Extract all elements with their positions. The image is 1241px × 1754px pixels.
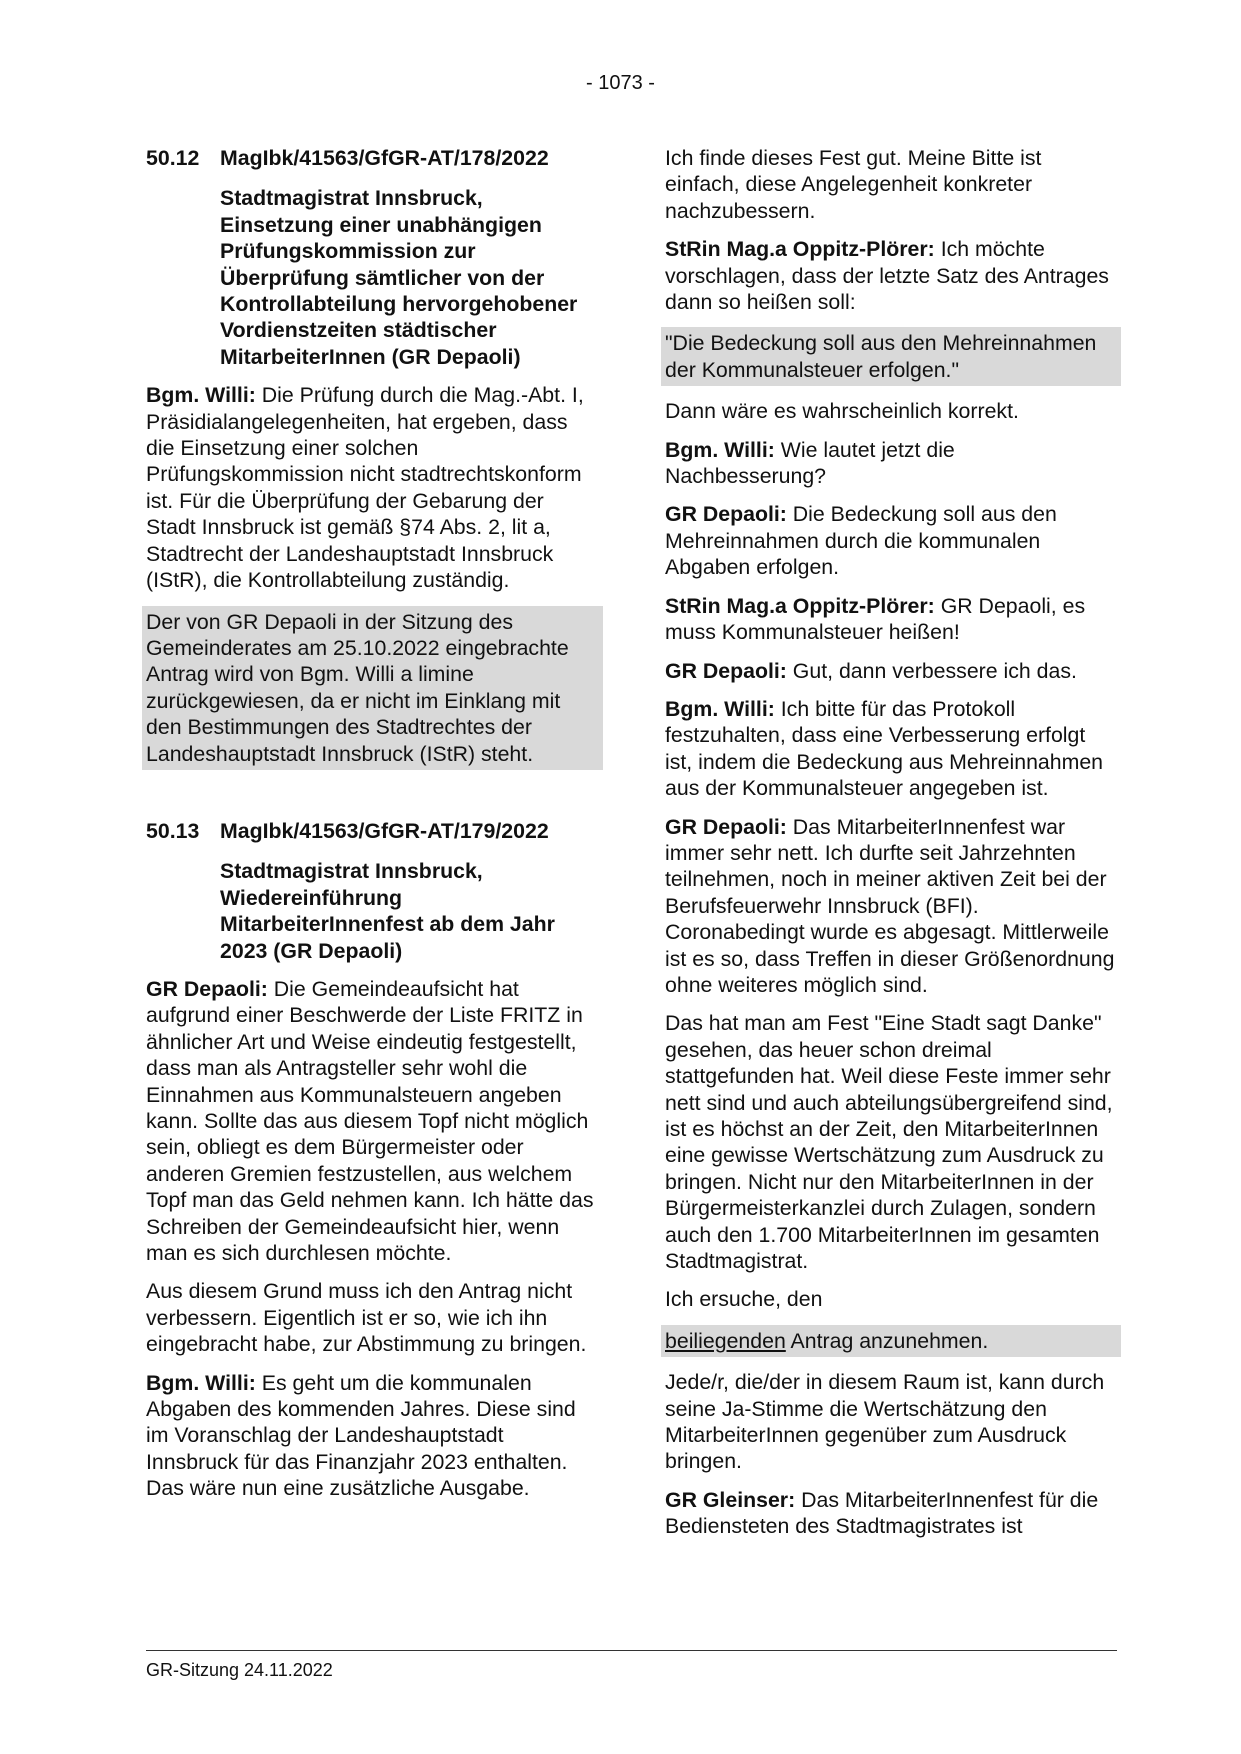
paragraph: Jede/r, die/der in diesem Raum ist, kann durch seine Ja-Stimme die Wertschätzung den MitarbeiterInnen gegenüber zum Ausdruck bringen. [665, 1370, 1105, 1474]
right-column [665, 145, 1117, 1552]
paragraph: GR Depaoli: Die Bedeckung soll aus den Mehreinnahmen durch die kommunalen Abgaben erfolgen. [665, 502, 1057, 580]
paragraph: Bgm. Willi: Wie lautet jetzt die Nachbesserung? [665, 437, 955, 489]
speaker: GR Gleinser: [665, 1487, 796, 1512]
paragraph: Bgm. Willi: Es geht um die kommunalen Abgaben des kommenden Jahres. Diese sind im Voranschlag der Landeshauptstadt Innsbruck für das Finanzjahr 2023 enthalten. Das wäre nun eine zusätzliche Ausgabe. [146, 1370, 576, 1501]
paragraph: GR Depaoli: Gut, dann verbessere ich das. [665, 658, 1077, 683]
paragraph: Ich ersuche, den [665, 1287, 823, 1312]
agenda-number: 50.12 [146, 146, 200, 170]
page-number: - 1073 - [586, 72, 655, 94]
left-column [146, 145, 599, 1514]
paragraph: Ich finde dieses Fest gut. Meine Bitte ist einfach, diese Angelegenheit konkreter nachzubessern. [665, 146, 1042, 223]
paragraph: Bgm. Willi: Ich bitte für das Protokoll festzuhalten, dass eine Verbesserung erfolgt ist, indem die Bedeckung aus Mehreinnahmen aus der Kommunalsteuer angegeben ist. [665, 696, 1104, 801]
decision-box: Der von GR Depaoli in der Sitzung des Gemeinderates am 25.10.2022 eingebrachte Antrag wird von Bgm. Willi a limine zurückgewiesen, da er nicht im Einklang mit den Bestimmungen des Stadtrechtes der Landeshauptstadt Innsbruck (IStR) steht. [142, 606, 603, 770]
paragraph: GR Depaoli: Die Gemeindeaufsicht hat aufgrund einer Beschwerde der Liste FRITZ in ähnlicher Art und Weise eindeutig festgestellt, dass man als Antragsteller sehr wohl die Einnahmen aus Kommunalsteuern angeben kann. Sollte das aus diesem Topf nicht möglich sein, obliegt es dem Bürgermeister oder anderen Gremien festzustellen, aus welchem Topf man das Geld nehmen kann. Ich hätte das Schreiben der Gemeindeaufsicht hier, wenn man es sich durchlesen möchte. [146, 976, 594, 1266]
speaker: GR Depaoli: [665, 658, 787, 683]
paragraph: Dann wäre es wahrscheinlich korrekt. [665, 399, 1019, 424]
paragraph: GR Gleinser: Das MitarbeiterInnenfest für die Bediensteten des Stadtmagistrates ist [665, 1487, 1099, 1539]
speaker: StRin Mag.a Oppitz-Plörer: [665, 593, 935, 618]
paragraph: GR Depaoli: Das MitarbeiterInnenfest war immer sehr nett. Ich durfte seit Jahrzehnten teilnehmen, noch in meiner aktiven Zeit bei der Berufsfeuerwehr Innsbruck (BFI). Coronabedingt wurde es abgesagt. Mittlerweile ist es so, dass Treffen in dieser Größenordnung ohne weiteres möglich sind. [665, 814, 1115, 997]
footer-text: GR-Sitzung 24.11.2022 [146, 1660, 333, 1680]
speaker: Bgm. Willi: [146, 1370, 256, 1395]
speaker: GR Depaoli: [146, 976, 268, 1001]
quote-box: "Die Bedeckung soll aus den Mehreinnahmen der Kommunalsteuer erfolgen." [661, 327, 1121, 386]
speaker: StRin Mag.a Oppitz-Plörer: [665, 237, 935, 262]
paragraph: StRin Mag.a Oppitz-Plörer: Ich möchte vorschlagen, dass der letzte Satz des Antrages dann so heißen soll: [665, 237, 1109, 315]
speaker: Bgm. Willi: [665, 437, 775, 462]
paragraph: Das hat man am Fest "Eine Stadt sagt Danke" gesehen, das heuer schon dreimal stattgefunden hat. Weil diese Feste immer sehr nett sind und auch abteilungsübergreifend sind, ist es höchst an der Zeit, den MitarbeiterInnen eine gewisse Wertschätzung zum Ausdruck zu bringen. Nicht nur den MitarbeiterInnen in der Bürgermeisterkanzlei durch Zulagen, sondern auch den 1.700 MitarbeiterInnen im gesamten Stadtmagistrat. [665, 1011, 1113, 1274]
paragraph: StRin Mag.a Oppitz-Plörer: GR Depaoli, es muss Kommunalsteuer heißen! [665, 593, 1086, 645]
agenda-code: MagIbk/41563/GfGR-AT/179/2022 [220, 818, 549, 843]
agenda-number: 50.13 [146, 818, 200, 843]
speaker: GR Depaoli: [665, 814, 787, 839]
proposal-box: beiliegenden Antrag anzunehmen. [661, 1325, 1121, 1357]
speaker: Bgm. Willi: [665, 696, 775, 721]
attachment-link[interactable]: beiliegenden [665, 1328, 786, 1353]
agenda-code: MagIbk/41563/GfGR-AT/178/2022 [220, 146, 549, 170]
speaker: GR Depaoli: [665, 502, 787, 527]
speaker: Bgm. Willi: [146, 383, 256, 408]
paragraph: Bgm. Willi: Die Prüfung durch die Mag.-Abt. I, Präsidialangelegenheiten, hat ergeben, dass die Einsetzung einer solchen Prüfungskommission nicht stadtrechtskonform ist. Für die Überprüfung der Gebarung der Stadt Innsbruck ist gemäß §74 Abs. 2, lit a, Stadtrecht der Landeshauptstadt Innsbruck (IStR), die Kontrollabteilung zuständig. [146, 383, 584, 593]
agenda-title: Stadtmagistrat Innsbruck, Wiedereinführung MitarbeiterInnenfest ab dem Jahr 2023 (GR Depaoli) [220, 859, 555, 963]
agenda-title: Stadtmagistrat Innsbruck, Einsetzung einer unabhängigen Prüfungskommission zur Überprüfung sämtlicher von der Kontrollabteilung hervorgehobener Vordienstzeiten städtischer MitarbeiterInnen (GR Depaoli) [220, 186, 578, 369]
paragraph: Aus diesem Grund muss ich den Antrag nicht verbessern. Eigentlich ist er so, wie ich ihn eingebracht habe, zur Abstimmung zu bringen. [146, 1279, 587, 1357]
agenda-item-50-13 [146, 818, 599, 964]
footer-divider [146, 1650, 1117, 1651]
agenda-item-50-12 [146, 145, 599, 370]
